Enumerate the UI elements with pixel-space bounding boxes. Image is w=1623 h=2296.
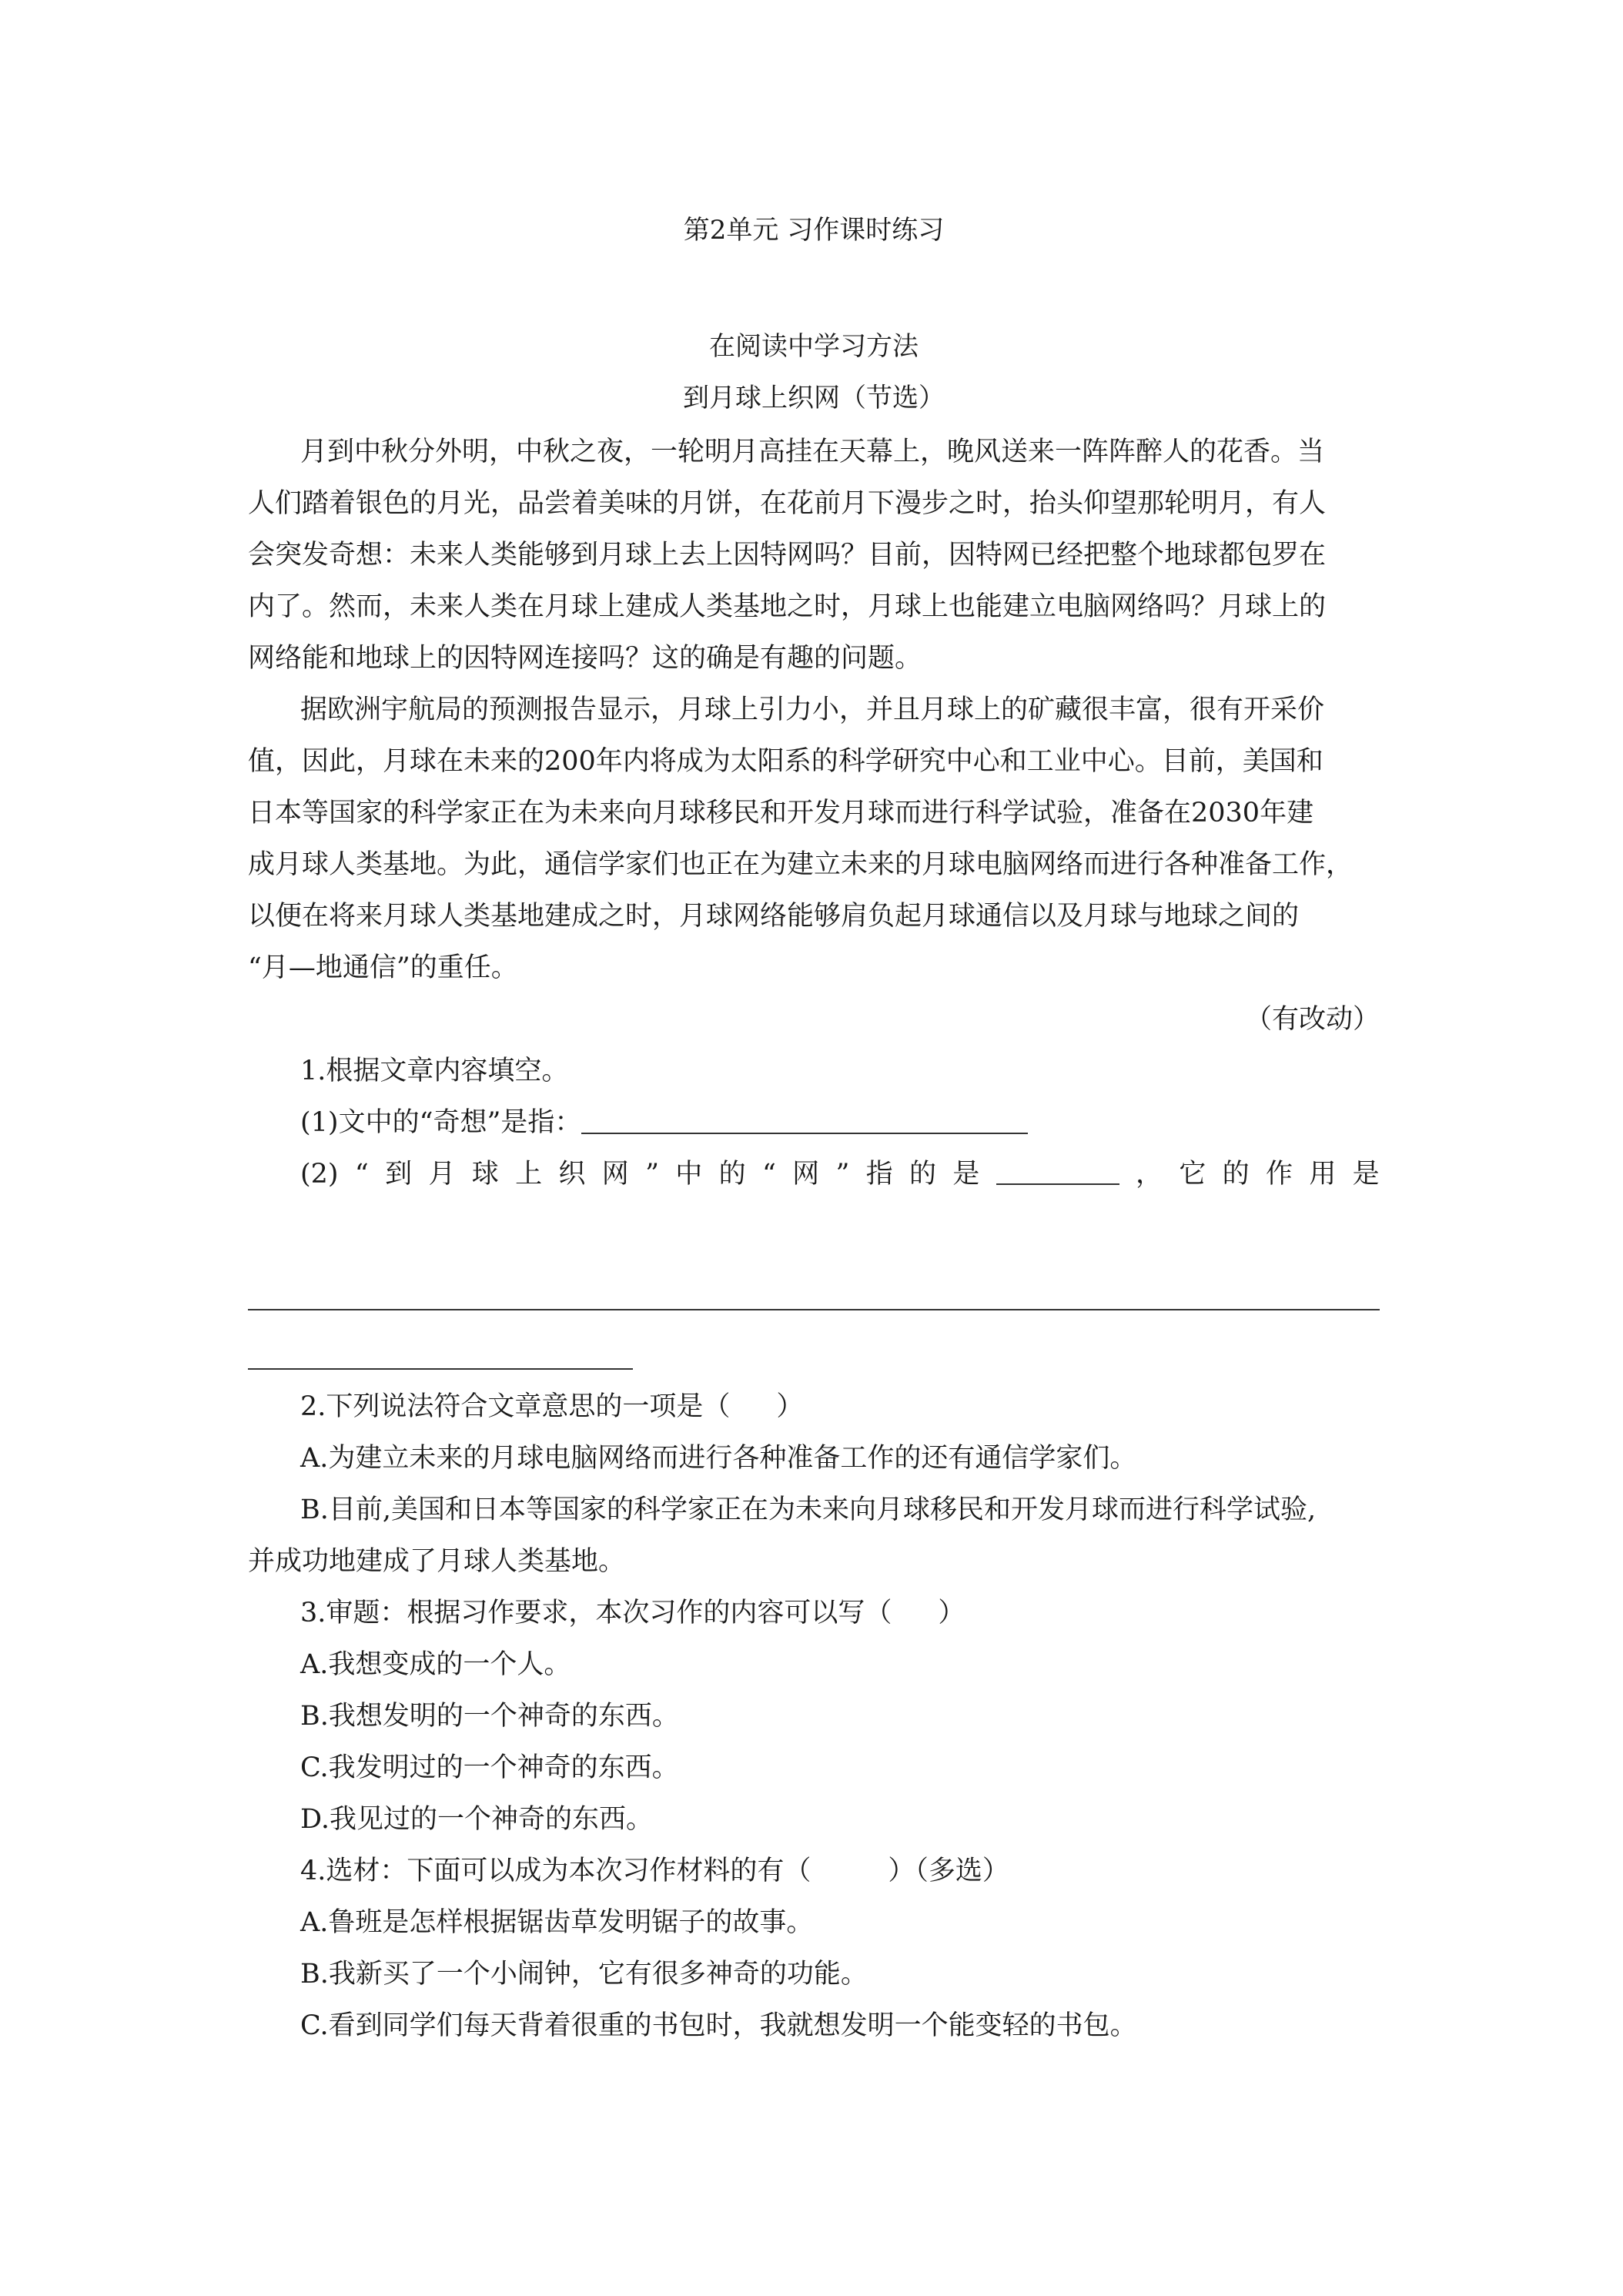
q3-stem [300,1596,1380,1630]
q1-sub2-char: 上 [515,1159,543,1190]
paragraph-2-line-3: 日本等国家的科学家正在为未来向月球移民和开发月球而进行科学试验，准备在2030年建 [248,798,1314,828]
q2-stem-prefix: 2.下列说法符合文章意思的一项是（ [300,1391,731,1422]
q1-sub2-char: 到 [385,1159,413,1190]
paragraph-2-line-5: 以便在将来月球人类基地建成之时，月球网络能够肩负起月球通信以及月球与地球之间的 [248,901,1300,932]
q2-option-b-line-1: B.目前,美国和日本等国家的科学家正在为未来向月球移民和开发月球而进行科学试验, [300,1494,1317,1525]
q1-stem: 1.根据文章内容填空。 [300,1056,569,1086]
q3-option-d: D.我见过的一个神奇的东西。 [300,1804,653,1835]
q1-sub2-char: “ [761,1159,776,1190]
q1-sub2-char: 的 [909,1159,937,1190]
q1-sub1-answer-blank[interactable] [581,1106,1028,1134]
q3-option-b: B.我想发明的一个神奇的东西。 [300,1701,679,1732]
paragraph-1-line-2: 人们踏着银色的月光，品尝着美味的月饼，在花前月下漫步之时，抬头仰望那轮明月，有人 [248,488,1327,519]
passage-title: 到月球上织网（节选） [683,383,945,413]
q1-sub2-char: ， [1136,1159,1163,1190]
q4-stem-prefix: 4.选材：下面可以成为本次习作材料的有（ [300,1856,812,1886]
paragraph-1-line-3: 会突发奇想：未来人类能够到月球上去上因特网吗？目前，因特网已经把整个地球都包罗在 [248,540,1327,571]
q1-sub2-char: 月 [428,1159,456,1190]
q1-sub2-char: 中 [675,1159,703,1190]
adaptation-note: （有改动） [1244,1004,1380,1035]
q1-sub2-char: 网 [792,1159,820,1190]
q1-sub2-char: ” [645,1159,659,1190]
q2-option-b-line-2: 并成功地建成了月球人类基地。 [248,1546,626,1577]
q1-sub2 [300,1157,1380,1191]
q1-sub2-char: 它 [1179,1159,1206,1190]
paragraph-1-line-5: 网络能和地球上的因特网连接吗？这的确是有趣的问题。 [248,643,922,674]
q4-stem-suffix: ）（多选） [888,1856,1009,1886]
paragraph-2-line-4: 成月球人类基地。为此，通信学家们也正在为建立未来的月球电脑网络而进行各种准备工作， [248,849,1354,880]
q1-sub2-char: “ [354,1159,369,1190]
paragraph-1-line-1: 月到中秋分外明，中秋之夜，一轮明月高挂在天幕上，晚风送来一阵阵醉人的花香。当 [300,437,1325,467]
q1-sub1 [300,1106,1380,1140]
q4-option-c: C.看到同学们每天背着很重的书包时，我就想发明一个能变轻的书包。 [300,2010,1137,2041]
q2-stem-suffix: ） [776,1391,804,1422]
q3-option-c: C.我发明过的一个神奇的东西。 [300,1752,679,1783]
q1-sub2-char: 作 [1266,1159,1293,1190]
q3-option-a: A.我想变成的一个人。 [300,1649,571,1680]
q1-sub2-function-blank-line-1[interactable] [248,1309,1380,1310]
q1-sub2-char: 指 [865,1159,893,1190]
q1-sub1-text: (1)文中的“奇想”是指： [300,1107,582,1138]
q2-option-a: A.为建立未来的月球电脑网络而进行各种准备工作的还有通信学家们。 [300,1443,1137,1474]
q1-sub2-char: 的 [718,1159,746,1190]
q1-sub2-char: 球 [471,1159,499,1190]
q4-stem [300,1854,1380,1888]
paragraph-2-line-2: 值，因此，月球在未来的200年内将成为太阳系的科学研究中心和工业中心。目前，美国和 [248,746,1323,777]
section-title: 在阅读中学习方法 [709,331,919,362]
paragraph-2-line-1: 据欧洲宇航局的预测报告显示，月球上引力小，并且月球上的矿藏很丰富，很有开采价 [300,694,1325,725]
q4-option-b: B.我新买了一个小闹钟，它有很多神奇的功能。 [300,1959,868,1990]
q1-sub2-char: 用 [1309,1159,1337,1190]
unit-title: 第2单元 习作课时练习 [683,215,945,246]
q2-stem [300,1390,1380,1424]
paragraph-2-line-6: “月—地通信”的重任。 [248,952,518,983]
q3-stem-suffix: ） [938,1598,965,1628]
q1-sub2-char: 的 [1222,1159,1250,1190]
q1-sub2-function-blank-line-2[interactable] [248,1368,633,1370]
paragraph-1-line-4: 内了。然而，未来人类在月球上建成人类基地之时，月球上也能建立电脑网络吗？月球上的 [248,591,1327,622]
q1-sub2-net-blank[interactable] [996,1157,1119,1185]
q1-sub2-char: (2) [300,1159,339,1190]
q4-option-a: A.鲁班是怎样根据锯齿草发明锯子的故事。 [300,1907,814,1938]
q1-sub2-char: ” [835,1159,850,1190]
q1-sub2-char: 是 [952,1159,980,1190]
q3-stem-prefix: 3.审题：根据习作要求，本次习作的内容可以写（ [300,1598,892,1628]
q1-sub2-char: 是 [1352,1159,1380,1190]
q1-sub2-char: 网 [601,1159,629,1190]
q1-sub2-char: 织 [558,1159,586,1190]
